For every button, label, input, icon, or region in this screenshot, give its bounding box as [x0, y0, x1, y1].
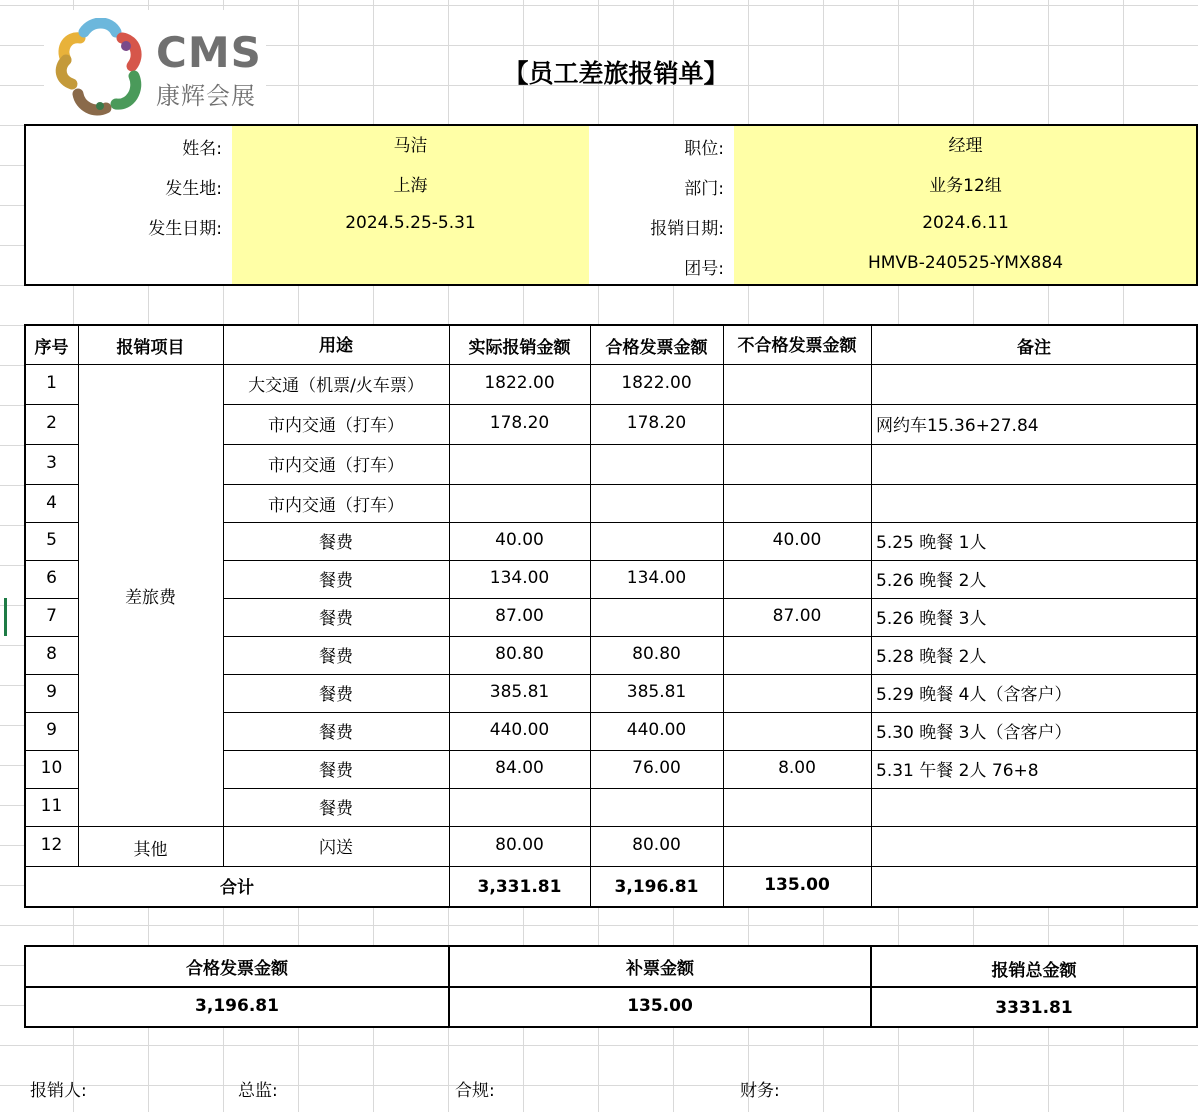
table-hline — [25, 404, 78, 405]
claim-date-label: 报销日期: — [650, 218, 724, 239]
table-row-9-actual[interactable]: 385.81 — [489, 682, 550, 702]
signature-compliance[interactable]: 合规: — [455, 1081, 495, 1101]
table-row-8-invalid[interactable] — [723, 635, 871, 673]
table-row-1-use[interactable]: 大交通（机票/火车票） — [248, 375, 424, 396]
table-row-5-invalid[interactable]: 40.00 — [772, 530, 822, 550]
category-other[interactable]: 其他 — [133, 839, 168, 860]
table-row-7-no[interactable]: 7 — [46, 606, 57, 626]
table-row-3-valid[interactable] — [590, 443, 723, 483]
table-row-4-note[interactable] — [871, 483, 1197, 523]
table-border-left — [24, 324, 26, 908]
table-row-3-note[interactable] — [871, 443, 1197, 483]
table-hline — [223, 750, 1197, 751]
table-row-10-valid[interactable]: 440.00 — [626, 720, 687, 740]
table-hline — [25, 712, 78, 713]
summary-divider-2 — [870, 945, 872, 1028]
summary-border-left — [24, 945, 26, 1028]
table-row-11-invalid[interactable]: 8.00 — [778, 758, 816, 778]
table-row-5-actual[interactable]: 40.00 — [495, 530, 544, 550]
date-value[interactable]: 2024.5.25-5.31 — [345, 213, 476, 233]
table-row-2-use[interactable]: 市内交通（打车） — [268, 415, 404, 436]
table-row-13-actual[interactable]: 80.00 — [495, 835, 544, 855]
header-valid: 合格发票金额 — [605, 337, 708, 358]
category-travel[interactable]: 差旅费 — [125, 587, 176, 608]
table-row-5-use[interactable]: 餐费 — [319, 532, 353, 553]
table-vline — [590, 324, 591, 908]
table-row-5-note[interactable]: 5.25 晚餐 1人 — [876, 532, 987, 553]
table-row-6-invalid[interactable] — [723, 559, 871, 597]
total-actual[interactable]: 3,331.81 — [477, 877, 562, 897]
table-hline — [223, 560, 1197, 561]
table-hline — [25, 866, 1197, 867]
dept-value[interactable]: 业务12组 — [929, 175, 1002, 196]
date-label: 发生日期: — [148, 218, 222, 239]
table-hline — [25, 788, 78, 789]
table-row-11-no[interactable]: 10 — [40, 758, 63, 778]
table-row-7-actual[interactable]: 87.00 — [495, 606, 544, 626]
table-row-9-use[interactable]: 餐费 — [319, 684, 353, 705]
table-row-13-valid[interactable]: 80.00 — [632, 835, 681, 855]
table-row-9-note[interactable]: 5.29 晚餐 4人（含客户） — [876, 684, 1072, 705]
table-row-3-actual[interactable] — [449, 443, 590, 483]
header-no: 序号 — [34, 337, 69, 358]
table-row-8-valid[interactable]: 80.80 — [632, 644, 681, 664]
logo-brand-cn: 康辉会展 — [156, 82, 256, 110]
table-hline — [223, 404, 1197, 405]
table-row-4-invalid[interactable] — [723, 483, 871, 523]
header-note: 备注 — [1017, 337, 1051, 358]
table-hline — [25, 826, 78, 827]
group-label: 团号: — [684, 258, 724, 279]
table-hline — [223, 788, 1197, 789]
table-row-12-actual[interactable] — [449, 787, 590, 825]
table-hline — [78, 826, 223, 827]
header-actual: 实际报销金额 — [468, 337, 571, 358]
table-vline — [723, 324, 724, 908]
table-hline — [223, 636, 1197, 637]
table-hline — [25, 560, 78, 561]
table-row-1-actual[interactable]: 1822.00 — [484, 373, 555, 393]
logo-area — [44, 10, 266, 128]
table-hline — [25, 522, 78, 523]
table-vline — [449, 324, 450, 908]
info-border-bottom — [25, 284, 1198, 286]
summary-supp-value[interactable]: 135.00 — [627, 996, 693, 1016]
table-border-bottom — [25, 906, 1198, 908]
table-hline — [223, 484, 1197, 485]
table-row-5-valid[interactable] — [590, 521, 723, 559]
cms-logo-icon — [54, 18, 146, 118]
table-row-3-no[interactable]: 3 — [46, 453, 57, 473]
total-label: 合计 — [220, 877, 254, 898]
table-hline — [25, 484, 78, 485]
table-row-7-valid[interactable] — [590, 597, 723, 635]
table-row-6-no[interactable]: 6 — [46, 568, 57, 588]
summary-border-mid — [25, 986, 1198, 988]
table-hline — [25, 750, 78, 751]
summary-border-top — [25, 945, 1198, 947]
table-row-2-no[interactable]: 2 — [46, 413, 57, 433]
table-hline — [223, 522, 1197, 523]
table-row-9-no[interactable]: 9 — [46, 682, 57, 702]
table-row-2-valid[interactable]: 178.20 — [626, 413, 687, 433]
table-row-4-no[interactable]: 4 — [46, 493, 57, 513]
header-use: 用途 — [319, 335, 353, 356]
table-row-6-note[interactable]: 5.26 晚餐 2人 — [876, 570, 987, 591]
logo-brand-en: CMS — [156, 28, 262, 77]
table-row-7-note[interactable]: 5.26 晚餐 3人 — [876, 608, 987, 629]
table-row-8-use[interactable]: 餐费 — [319, 646, 353, 667]
table-row-1-note[interactable] — [871, 363, 1197, 403]
table-row-2-note[interactable]: 网约车15.36+27.84 — [876, 415, 1039, 436]
table-hline — [25, 674, 78, 675]
signature-director[interactable]: 总监: — [238, 1081, 278, 1101]
table-vline — [78, 324, 79, 866]
table-row-6-use[interactable]: 餐费 — [319, 570, 353, 591]
table-row-8-note[interactable]: 5.28 晚餐 2人 — [876, 646, 987, 667]
table-hline — [223, 826, 1197, 827]
dept-label: 部门: — [684, 178, 724, 199]
table-row-13-invalid[interactable] — [723, 825, 871, 865]
table-row-1-no[interactable]: 1 — [46, 373, 57, 393]
total-valid[interactable]: 3,196.81 — [614, 877, 699, 897]
table-row-11-note[interactable]: 5.31 午餐 2人 76+8 — [876, 760, 1039, 781]
form-title: 【员工差旅报销单】 — [503, 59, 729, 88]
info-border-left — [24, 124, 26, 286]
table-row-8-actual[interactable]: 80.80 — [495, 644, 544, 664]
header-invalid: 不合格发票金额 — [737, 335, 857, 356]
table-row-6-valid[interactable]: 134.00 — [626, 568, 687, 588]
table-row-12-use[interactable]: 餐费 — [319, 798, 353, 819]
table-row-1-invalid[interactable] — [723, 363, 871, 403]
claim-date-value[interactable]: 2024.6.11 — [922, 213, 1009, 233]
summary-border-bottom — [25, 1026, 1198, 1028]
table-row-4-use[interactable]: 市内交通（打车） — [268, 495, 404, 516]
table-row-1-valid[interactable]: 1822.00 — [621, 373, 692, 393]
table-hline — [223, 598, 1197, 599]
table-row-10-actual[interactable]: 440.00 — [489, 720, 550, 740]
table-row-4-actual[interactable] — [449, 483, 590, 523]
table-hline — [25, 636, 78, 637]
group-value[interactable]: HMVB-240525-YMX884 — [867, 253, 1064, 273]
table-row-9-invalid[interactable] — [723, 673, 871, 711]
position-label: 职位: — [684, 138, 724, 159]
table-row-12-valid[interactable] — [590, 787, 723, 825]
location-value[interactable]: 上海 — [393, 175, 428, 196]
table-row-10-invalid[interactable] — [723, 711, 871, 749]
signature-claimant[interactable]: 报销人: — [30, 1081, 87, 1101]
info-border-top — [25, 124, 1198, 126]
table-row-11-actual[interactable]: 84.00 — [495, 758, 544, 778]
table-row-7-use[interactable]: 餐费 — [319, 608, 353, 629]
table-row-12-note[interactable] — [871, 787, 1197, 825]
table-row-12-no[interactable]: 11 — [40, 796, 63, 816]
table-row-10-note[interactable]: 5.30 晚餐 3人（含客户） — [876, 722, 1072, 743]
table-hline — [223, 712, 1197, 713]
table-hline — [223, 444, 1197, 445]
summary-total-value[interactable]: 3331.81 — [995, 998, 1073, 1018]
summary-supp-label: 补票金额 — [626, 958, 694, 979]
table-row-9-valid[interactable]: 385.81 — [626, 682, 687, 702]
table-border-top — [25, 324, 1198, 326]
table-row-2-invalid[interactable] — [723, 403, 871, 443]
header-item: 报销项目 — [116, 337, 185, 358]
table-row-11-valid[interactable]: 76.00 — [632, 758, 681, 778]
table-row-5-no[interactable]: 5 — [46, 530, 57, 550]
table-row-6-actual[interactable]: 134.00 — [489, 568, 550, 588]
table-row-4-valid[interactable] — [590, 483, 723, 523]
table-row-7-invalid[interactable]: 87.00 — [772, 606, 822, 626]
table-vline — [871, 324, 872, 908]
summary-total-label: 报销总金额 — [991, 960, 1077, 981]
location-label: 发生地: — [165, 178, 222, 199]
table-row-3-invalid[interactable] — [723, 443, 871, 483]
table-row-3-use[interactable]: 市内交通（打车） — [268, 455, 404, 476]
table-hline — [223, 674, 1197, 675]
name-value[interactable]: 马洁 — [393, 135, 428, 156]
name-label: 姓名: — [182, 138, 222, 159]
table-hline — [25, 364, 1197, 365]
summary-valid-label: 合格发票金额 — [186, 958, 288, 979]
table-hline — [25, 598, 78, 599]
table-row-10-no[interactable]: 9 — [46, 720, 57, 740]
table-row-12-invalid[interactable] — [723, 787, 871, 825]
table-row-13-use[interactable]: 闪送 — [319, 837, 353, 858]
table-row-10-use[interactable]: 餐费 — [319, 722, 353, 743]
table-hline — [25, 444, 78, 445]
table-row-11-use[interactable]: 餐费 — [319, 760, 353, 781]
table-row-2-actual[interactable]: 178.20 — [489, 413, 550, 433]
signature-finance[interactable]: 财务: — [740, 1081, 780, 1101]
total-invalid[interactable]: 135.00 — [764, 875, 830, 895]
table-row-13-no[interactable]: 12 — [40, 835, 63, 855]
summary-valid-value[interactable]: 3,196.81 — [195, 996, 279, 1016]
table-vline — [223, 324, 224, 866]
row-selection-marker — [4, 598, 7, 636]
table-row-13-note[interactable] — [871, 825, 1197, 865]
position-value[interactable]: 经理 — [948, 135, 983, 156]
table-row-8-no[interactable]: 8 — [46, 644, 57, 664]
summary-divider-1 — [448, 945, 450, 1028]
